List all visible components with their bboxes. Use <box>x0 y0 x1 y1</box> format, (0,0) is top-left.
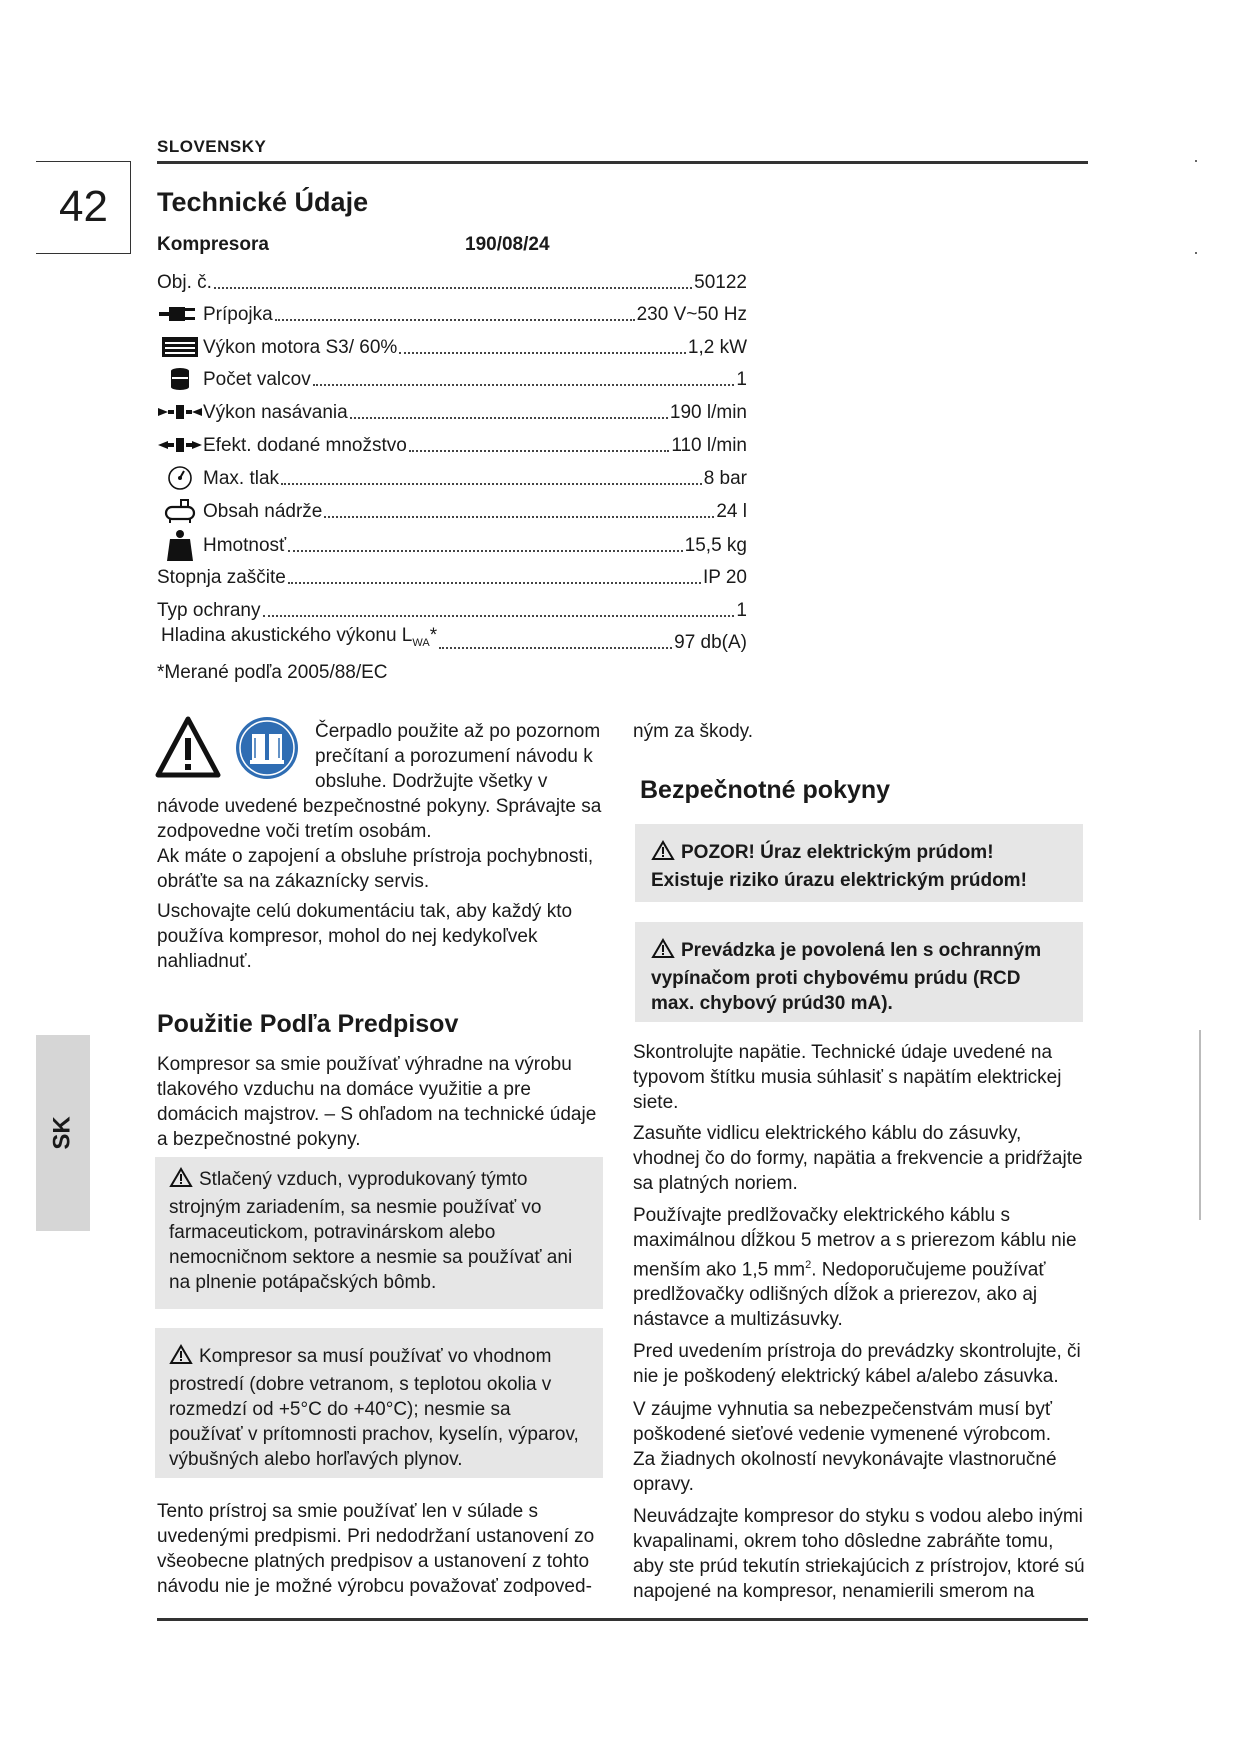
bottom-rule <box>157 1618 1088 1621</box>
tech-subtitle: Kompresora <box>157 234 269 255</box>
warning-text: Prevádzka je povolená len s ochranným vypínačom proti chybovému prúdu (RCD max. chybový prúd30 mA). <box>651 940 1042 1014</box>
warning-triangle-icon <box>155 716 221 783</box>
spec-row <box>157 462 747 490</box>
spec-row <box>157 529 747 557</box>
language-label: SLOVENSKY <box>157 137 267 156</box>
spec-row <box>157 331 747 359</box>
motor-icon <box>157 335 203 359</box>
spec-value: 50122 <box>694 272 747 293</box>
intake-arrows-icon <box>157 400 203 424</box>
safety-paragraph: Neuvádzajte kompresor do styku s vodou alebo inými kvapalinami, okrem toho dôsledne zabráňte tomu, aby ste prúd tekutín striekajúcich z prístrojov, ktoré sú napojené na kompresor, nenamierili smerom na <box>633 1506 1085 1602</box>
spec-row <box>157 495 747 523</box>
spec-value: IP 20 <box>702 567 747 588</box>
intro-paragraph: Ak máte o zapojení a obsluhe prístroja pochybnosti, obráťte sa na zákaznícky servis. <box>157 846 594 892</box>
spec-value: 190 l/min <box>669 402 747 423</box>
top-rule <box>157 161 1088 164</box>
intro-paragraph-cont: návode uvedené bezpečnostné pokyny. Správajte sa zodpovedne voči tretím osobám. <box>157 796 602 842</box>
cylinder-icon <box>157 367 203 391</box>
environment-warning-box <box>155 1328 603 1478</box>
safety-paragraph: V záujme vyhnutia sa nebezpečenstvám musí byť poškodené sieťové vedenie vymenené výrobcom. <box>633 1399 1053 1445</box>
spec-value: 230 V~50 Hz <box>636 304 747 325</box>
intro-paragraph: Čerpadlo použite až po pozornom prečítaní a porozumení návodu k obsluhe. Dodržujte všetky v <box>315 721 601 792</box>
safety-section-title: Bezpečnotné pokyny <box>640 776 891 804</box>
gauge-icon <box>157 466 203 490</box>
warning-triangle-icon <box>169 1167 193 1195</box>
rcd-warning-box <box>635 922 1083 1022</box>
margin-mark <box>1195 160 1197 162</box>
margin-mark <box>1195 252 1197 254</box>
tech-model: 190/08/24 <box>465 234 550 255</box>
tech-data-title: Technické Údaje <box>157 187 369 217</box>
spec-row <box>157 266 747 294</box>
spec-value: 1 <box>736 369 747 390</box>
safety-paragraph: Pred uvedením prístroja do prevádzky skontrolujte, či nie je poškodený elektrický kábel a/alebo zásuvka. <box>633 1341 1081 1387</box>
warning-text: Stlačený vzduch, vyprodukovaný týmto strojným zariadením, sa nesmie používať vo farmaceutickom, potravinárskom alebo nemocničnom sektore a nesmie sa používať ani na plnenie potápačských bômb. <box>169 1169 573 1293</box>
spec-label: Obsah nádrže <box>203 501 323 522</box>
warning-text: POZOR! Úraz elektrickým prúdom! Existuje riziko úrazu elektrickým prúdom! <box>651 842 1027 891</box>
output-arrows-icon <box>157 433 203 457</box>
spec-label: Typ ochrany <box>157 600 261 621</box>
spec-value: 97 db(A) <box>674 632 747 653</box>
usage-paragraph: Kompresor sa smie používať výhradne na výrobu tlakového vzduchu na domáce využitie a pre domácich majstrov. – S ohľadom na technické údaje a bezpečnostné pokyny. <box>157 1054 597 1150</box>
spec-label: Stopnja zaščite <box>157 567 286 588</box>
closing-paragraph: Tento prístroj sa smie používať len v súlade s uvedenými predpismi. Pri nedodržaní ustanovení zo všeobecne platných predpisov a ustanovení z tohto návodu nie je možné výrobcu považovať zodpoved- <box>157 1501 595 1597</box>
safety-paragraph: Používajte predlžovačky elektrického káblu s maximálnou dĺžkou 5 metrov a s prierezom káblu nie menším ako 1,5 $mm^2$. Nedoporučujeme používať predlžovačky odlišných dĺžok a prierezov, ako aj nástavce a multizásuvky. <box>633 1205 1077 1331</box>
spec-value: 15,5 kg <box>684 535 747 556</box>
safety-paragraph: Zasuňte vidlicu elektrického káblu do zásuvky, vhodnej čo do formy, napätia a frekvencie a pridŕžajte sa platných noriem. <box>633 1123 1083 1194</box>
intro-paragraph: Uschovajte celú dokumentáciu tak, aby každý kto používa kompresor, mohol do nej kedykoľvek nahliadnuť. <box>157 901 573 972</box>
warning-triangle-icon <box>169 1344 193 1372</box>
spec-row <box>157 396 747 424</box>
spec-label: Obj. č. <box>157 272 212 293</box>
spec-label: Počet valcov <box>203 369 311 390</box>
weight-icon <box>157 533 203 557</box>
spec-row <box>157 561 747 589</box>
spec-row <box>157 429 747 457</box>
spec-label: Prípojka <box>203 304 273 325</box>
measurement-note: *Merané podľa 2005/88/EC <box>157 662 388 683</box>
language-side-tab <box>36 1035 90 1231</box>
usage-section-title: Použitie Podľa Predpisov <box>157 1010 459 1038</box>
spec-row <box>157 594 747 622</box>
spec-label: Hladina akustického výkonu $L_{WA}*$ <box>161 625 438 649</box>
spec-label: Efekt. dodané množstvo <box>203 435 407 456</box>
spec-label: Výkon motora S3/ 60% <box>203 337 398 358</box>
spec-label: Výkon nasávania <box>203 402 348 423</box>
electric-shock-warning-box <box>635 824 1083 902</box>
continued-text: ným za škody. <box>633 721 754 742</box>
spec-value: 24 l <box>716 501 747 522</box>
spec-label: Max. tlak <box>203 468 280 489</box>
spec-row <box>157 363 747 391</box>
spec-value: 110 l/min <box>671 435 747 456</box>
warning-triangle-icon <box>651 938 675 966</box>
scan-edge-line <box>1199 1030 1201 1220</box>
safety-paragraph: Skontrolujte napätie. Technické údaje uvedené na typovom štítku musia súhlasiť s napätím elektrickej siete. <box>633 1042 1062 1113</box>
spec-label: Hmotnosť <box>203 535 287 556</box>
spec-value: 1 <box>736 600 747 621</box>
spec-row <box>161 626 747 654</box>
usage-warning-box <box>155 1157 603 1309</box>
read-manual-icon <box>235 716 299 785</box>
warning-text: Kompresor sa musí používať vo vhodnom prostredí (dobre vetranom, s teplotou okolia v rozmedzí od +5°C do +40°C); nesmie sa používať v prítomnosti prachov, kyselín, výparov, výbušných alebo horľavých plynov. <box>169 1346 579 1470</box>
safety-paragraph: Za žiadnych okolností nevykonávajte vlastnoručné opravy. <box>633 1449 1057 1495</box>
side-tab-label: SK <box>49 1116 76 1150</box>
spec-value: 1,2 kW <box>687 337 747 358</box>
page-number: 42 <box>59 182 108 231</box>
warning-triangle-icon <box>651 840 675 868</box>
spec-row <box>157 298 747 326</box>
tank-icon <box>157 499 203 523</box>
plug-icon <box>157 302 203 326</box>
spec-value: 8 bar <box>703 468 747 489</box>
